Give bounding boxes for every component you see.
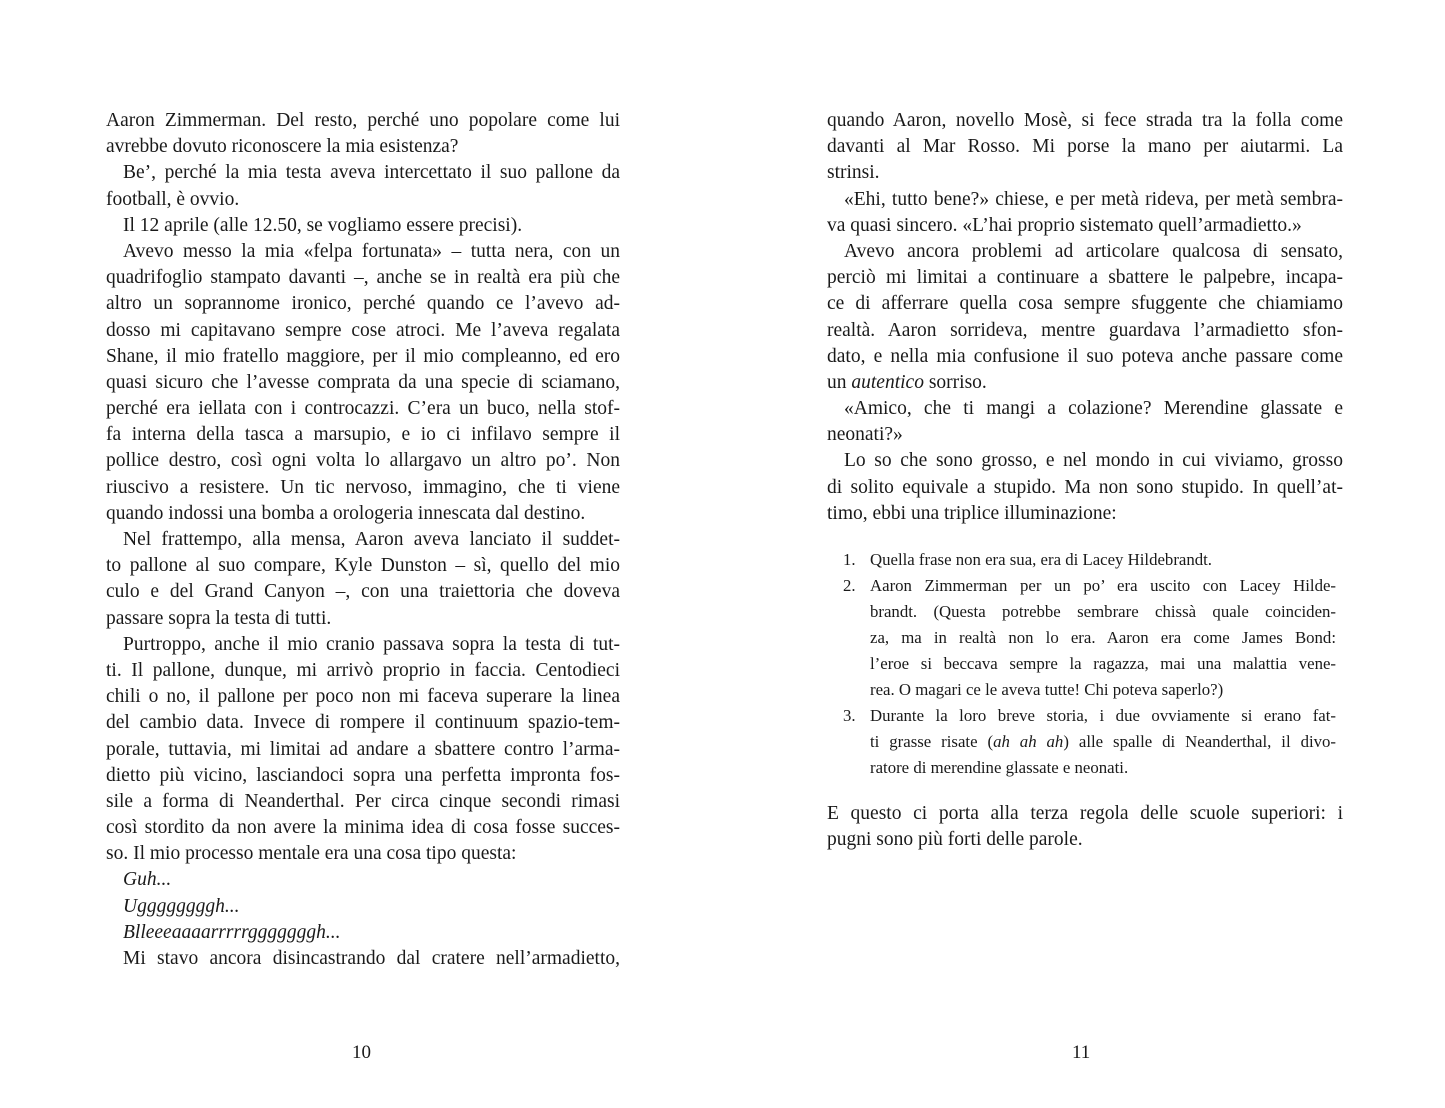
- text-line: pollice destro, così ogni volta lo allargavo un altro po’. Non: [106, 450, 620, 472]
- text-span: sorriso.: [923, 371, 987, 393]
- text-line: ti. Il pallone, dunque, mi arrivò proprio in faccia. Centodieci: [106, 659, 620, 681]
- numbered-list: [827, 547, 1343, 781]
- text-line: pugni sono più forti delle parole.: [827, 829, 1083, 851]
- text-line: rea. O magari ce le aveva tutte! Chi poteva saperlo?): [870, 680, 1224, 699]
- list-item-line: [827, 703, 1343, 729]
- text-line: neonati?»: [827, 424, 903, 446]
- text-span: ) alle spalle di Neanderthal, il divo-: [1063, 732, 1337, 751]
- text-line: Be’, perché la mia testa aveva intercettato il suo pallone da: [123, 162, 620, 184]
- text-line: Guh...: [123, 869, 172, 891]
- list-item-line: [827, 677, 1343, 703]
- text-line: Quella frase non era sua, era di Lacey Hildebrandt.: [870, 550, 1212, 569]
- list-item-line: [827, 547, 1343, 573]
- text-line: avrebbe dovuto riconoscere la mia esistenza?: [106, 136, 459, 158]
- list-item-line: [827, 755, 1343, 781]
- text-line: za, ma in realtà non lo era. Aaron era come James Bond:: [870, 628, 1336, 647]
- text-line: culo e del Grand Canyon –, con una traiettoria che doveva: [106, 581, 620, 603]
- text-line: Blleeeaaaarrrrrgggggggh...: [123, 921, 341, 943]
- text-line: strinsi.: [827, 162, 880, 184]
- text-line: [827, 370, 1343, 396]
- text-line: Avevo messo la mia «felpa fortunata» – tutta nera, con un: [123, 240, 620, 262]
- text-span: ti grasse risate (: [870, 732, 994, 751]
- text-line: Lo so che sono grosso, e nel mondo in cui viviamo, grosso: [844, 450, 1343, 472]
- text-line: va quasi sincero. «L’hai proprio sistemato quell’armadietto.»: [827, 214, 1302, 236]
- text-line: brandt. (Questa potrebbe sembrare chissà quale coinciden-: [870, 602, 1336, 621]
- text-line: [870, 729, 1336, 755]
- text-line: dietto più vicino, lasciandoci sopra una perfetta impronta fos-: [106, 764, 620, 786]
- text-line: Il 12 aprile (alle 12.50, se vogliamo essere precisi).: [123, 214, 523, 236]
- text-line: timo, ebbi una triplice illuminazione:: [827, 502, 1117, 524]
- text-line: fa interna della tasca a marsupio, e io ci infilavo sempre il: [106, 424, 620, 446]
- text-line: Purtroppo, anche il mio cranio passava sopra la testa di tut-: [123, 633, 620, 655]
- text-line: perché era iellata con i controcazzi. C’era un buco, nella stof-: [106, 398, 620, 420]
- list-number: 3.: [843, 706, 856, 725]
- text-line: Aaron Zimmerman per un po’ era uscito con Lacey Hilde-: [870, 576, 1336, 595]
- text-line: «Amico, che ti mangi a colazione? Merendine glassate e: [844, 398, 1343, 420]
- list-item-line: [827, 625, 1343, 651]
- text-line: to pallone al suo compare, Kyle Dunston – sì, quello del mio: [106, 555, 620, 577]
- text-line: altro un soprannome ironico, perché quando ce l’avevo ad-: [106, 293, 620, 315]
- text-line: quadrifoglio stampato davanti –, anche se in realtà era più che: [106, 267, 620, 289]
- text-line: così stordito da non avere la minima idea di cosa fosse succes-: [106, 817, 620, 839]
- text-line: chili o no, il pallone per poco non mi faceva superare la linea: [106, 686, 620, 708]
- left-page: [106, 108, 620, 972]
- text-line: quasi sicuro che l’avesse comprata da una specie di sciamano,: [106, 371, 620, 393]
- text-line: riuscivo a resistere. Un tic nervoso, immagino, che ti viene: [106, 476, 620, 498]
- text-line: porale, tuttavia, mi limitai ad andare a sbattere contro l’arma-: [106, 738, 620, 760]
- text-line: Mi stavo ancora disincastrando dal cratere nell’armadietto,: [123, 948, 620, 969]
- text-line: Aaron Zimmerman. Del resto, perché uno popolare come lui: [106, 110, 620, 131]
- text-line: realtà. Aaron sorrideva, mentre guardava l’armadietto sfon-: [827, 319, 1343, 341]
- list-item-line: [827, 573, 1343, 599]
- text-line: Nel frattempo, alla mensa, Aaron aveva lanciato il suddet-: [123, 529, 620, 550]
- text-line: perciò mi limitai a continuare a sbattere le palpebre, incapa-: [827, 267, 1343, 289]
- text-line: Uggggggggh...: [123, 895, 240, 917]
- list-item-line: [827, 651, 1343, 677]
- text-line: passare sopra la testa di tutti.: [106, 607, 332, 629]
- text-line: Durante la loro breve storia, i due ovviamente si erano fat-: [870, 706, 1336, 725]
- text-line: sile a forma di Neanderthal. Per circa cinque secondi rimasi: [106, 790, 620, 812]
- text-line: Avevo ancora problemi ad articolare qualcosa di sensato,: [844, 240, 1343, 262]
- text-line: E questo ci porta alla terza regola delle scuole superiori: i: [827, 803, 1343, 824]
- text-line: «Ehi, tutto bene?» chiese, e per metà rideva, per metà sembra-: [844, 188, 1343, 210]
- text-span: un: [827, 371, 852, 393]
- text-line: quando indossi una bomba a orologeria innescata dal destino.: [106, 502, 586, 524]
- list-item-line: [827, 599, 1343, 625]
- text-line: so. Il mio processo mentale era una cosa tipo questa:: [106, 843, 517, 865]
- text-line: dosso mi capitavano sempre cose atroci. Me l’aveva regalata: [106, 319, 620, 341]
- text-line: del cambio data. Invece di rompere il continuum spazio-tem-: [106, 712, 620, 734]
- right-page: [827, 108, 1343, 853]
- list-item-line: [827, 729, 1343, 755]
- italic-text: ah ah ah: [993, 732, 1064, 751]
- list-number: 1.: [843, 550, 856, 569]
- text-line: davanti al Mar Rosso. Mi porse la mano per aiutarmi. La: [827, 136, 1343, 158]
- text-line: Shane, il mio fratello maggiore, per il mio compleanno, ed ero: [106, 345, 620, 367]
- text-line: l’eroe si beccava sempre la ragazza, mai una malattia vene-: [870, 654, 1336, 673]
- italic-text: autentico: [851, 371, 924, 393]
- spacer: [827, 781, 1343, 801]
- text-line: ratore di merendine glassate e neonati.: [870, 758, 1129, 777]
- text-line: quando Aaron, novello Mosè, si fece strada tra la folla come: [827, 110, 1343, 131]
- text-line: di solito equivale a stupido. Ma non sono stupido. In quell’at-: [827, 476, 1343, 498]
- page-number-left: 10: [352, 1042, 371, 1063]
- list-number: 2.: [843, 576, 856, 595]
- text-line: dato, e nella mia confusione il suo poteva anche passare come: [827, 345, 1343, 367]
- page-number-right: 11: [1072, 1042, 1091, 1063]
- text-line: ce di afferrare quella cosa sempre sfuggente che chiamiamo: [827, 293, 1343, 315]
- text-line: football, è ovvio.: [106, 188, 240, 210]
